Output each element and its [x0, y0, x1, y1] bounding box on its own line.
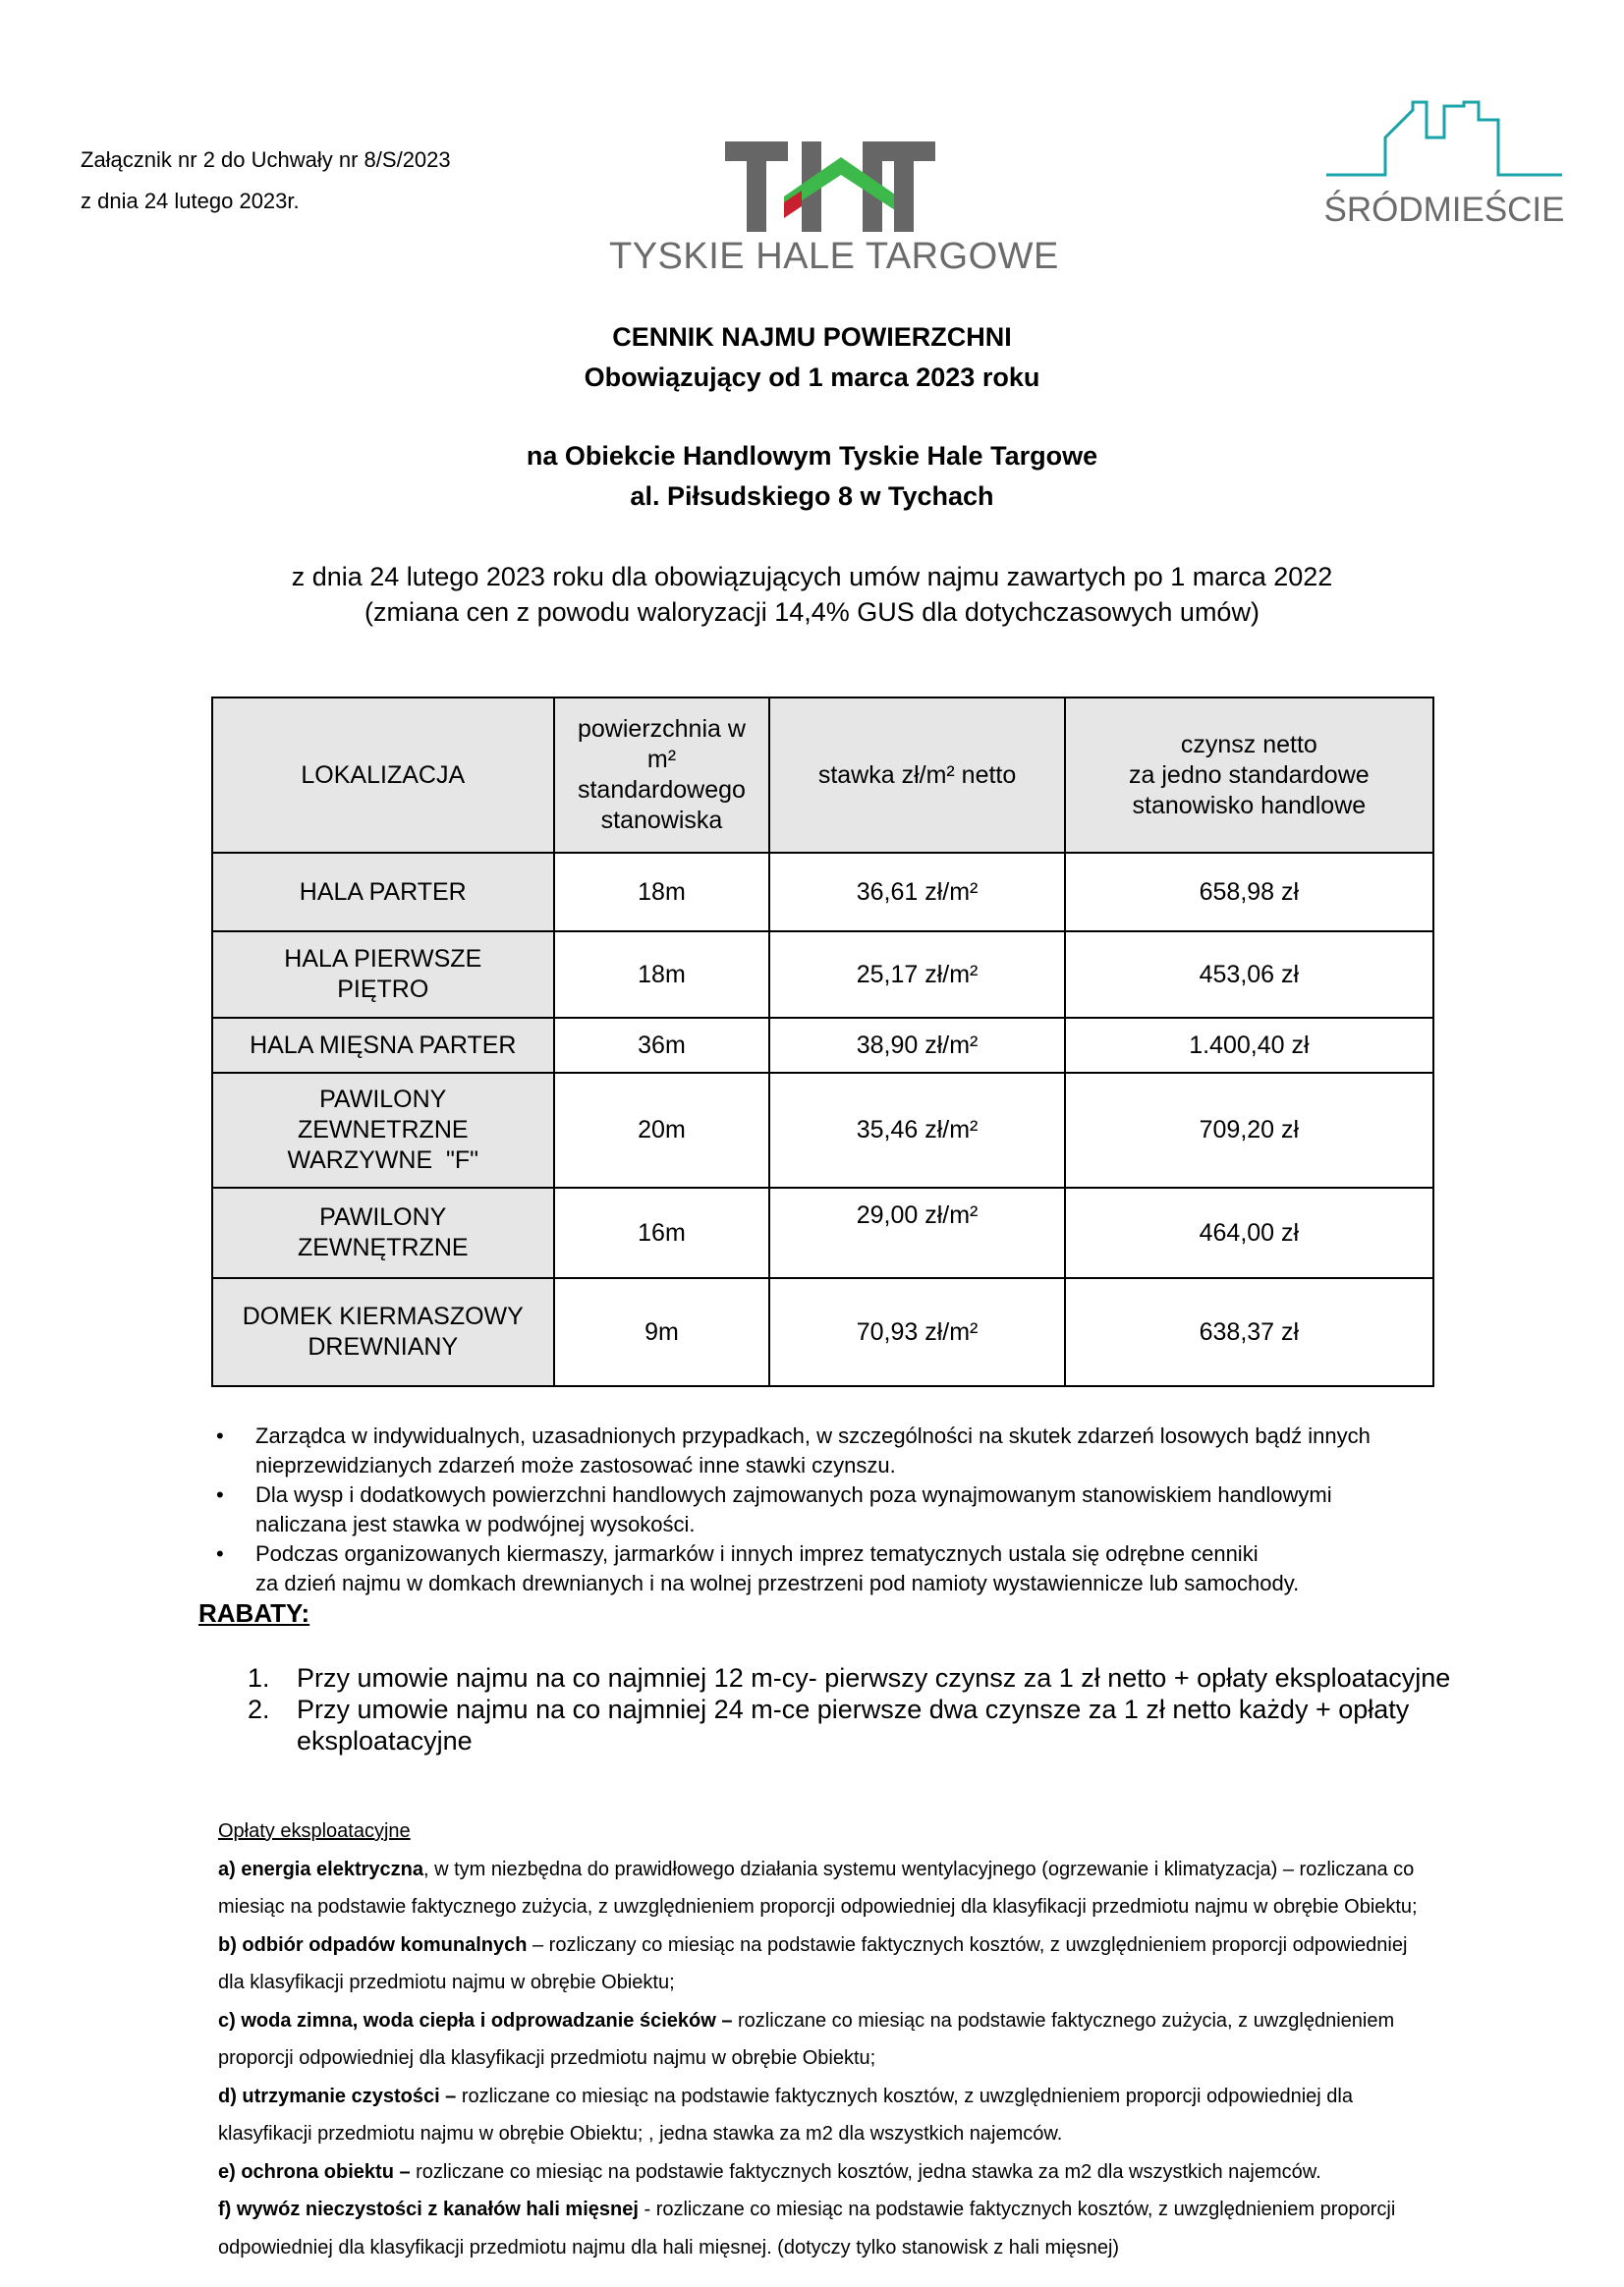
cell-rent: 658,98 zł — [1065, 853, 1433, 931]
cell-area: 20m — [554, 1073, 770, 1188]
table-row — [212, 1188, 1433, 1278]
title-object: na Obiekcie Handlowym Tyskie Hale Targowe — [526, 441, 1098, 471]
header-rent: czynsz netto za jedno standardowe stanowisko handlowe — [1065, 697, 1433, 853]
srodmiescie-logo — [1316, 98, 1572, 236]
cell-rate: 29,00 zł/m² — [769, 1188, 1064, 1278]
cell-area: 9m — [554, 1278, 770, 1386]
header-location: LOKALIZACJA — [212, 697, 554, 853]
cell-area: 18m — [554, 853, 770, 931]
fee-item: a) energia elektryczna, w tym niezbędna do prawidłowego działania systemu wentylacyjnego (ogrzewanie i klimatyzacja) – rozliczana co miesiąc na podstawie faktycznego zużycia, z uwzględnieniem proporcji odpowiedniej dla klasyfikacji przedmiotu najmu w obrębie Obiektu; — [218, 1858, 1418, 1918]
cell-rate: 36,61 zł/m² — [769, 853, 1064, 931]
header-area: powierzchnia w m² standardowego stanowiska — [554, 697, 770, 853]
fee-item: c) woda zimna, woda ciepła i odprowadzanie ścieków – rozliczane co miesiąc na podstawie faktycznego zużycia, z uwzględnieniem proporcji odpowiedniej dla klasyfikacji przedmiotu najmu w obrębie Obiektu; — [218, 2009, 1395, 2069]
cell-location: DOMEK KIERMASZOWY DREWNIANY — [212, 1278, 554, 1386]
header-rate: stawka zł/m² netto — [769, 697, 1064, 853]
fee-item: e) ochrona obiektu – rozliczane co miesiąc na podstawie faktycznych kosztów, jedna stawka za m2 dla wszystkich najemców. — [218, 2160, 1321, 2183]
tht-logo-name: TYSKIE HALE TARGOWE — [609, 236, 1059, 277]
fee-item: b) odbiór odpadów komunalnych – rozliczany co miesiąc na podstawie faktycznych kosztów, z uwzględnieniem proporcji odpowiedniej dla klasyfikacji przedmiotu najmu w obrębie Obiektu; — [218, 1933, 1408, 1993]
fee-item: f) wywóz nieczystości z kanałów hali mięsnej - rozliczane co miesiąc na podstawie faktycznych kosztów, z uwzględnieniem proporcji odpowiedniej dla klasyfikacji przedmiotu najmu dla hali mięsnej. (dotyczy tylko stanowisk z hali mięsnej) — [218, 2199, 1396, 2259]
cell-location: PAWILONY ZEWNĘTRZNE — [212, 1188, 554, 1278]
cell-rate: 35,46 zł/m² — [769, 1073, 1064, 1188]
cell-area: 16m — [554, 1188, 770, 1278]
table-row — [212, 1018, 1433, 1073]
list-item: 1. Przy umowie najmu na co najmniej 12 m-cy- pierwszy czynsz za 1 zł netto + opłaty eksploatacyjne — [248, 1663, 1451, 1693]
fee-item: d) utrzymanie czystości – rozliczane co miesiąc na podstawie faktycznych kosztów, z uwzględnieniem proporcji odpowiedniej dla klasyfikacji przedmiotu najmu w obrębie Obiektu; , jedna stawka za m2 dla wszystkich najemców. — [218, 2085, 1353, 2145]
discounts-title: RABATY: — [198, 1598, 310, 1628]
list-number: 2. — [248, 1695, 270, 1724]
tht-logo-mark-icon — [725, 141, 935, 232]
title-valid-from: Obowiązujący od 1 marca 2023 roku — [584, 363, 1040, 392]
subtitle-date: z dnia 24 lutego 2023 roku dla obowiązujących umów najmu zawartych po 1 marca 2022 — [291, 562, 1333, 591]
list-item: • Zarządca w indywidualnych, uzasadnionych przypadkach, w szczególności na skutek zdarzeń losowych bądź innych nieprzewidzianych zdarzeń może zastosować inne stawki czynszu. — [216, 1422, 1562, 1480]
cell-rate: 70,93 zł/m² — [769, 1278, 1064, 1386]
table-row — [212, 931, 1433, 1018]
city-skyline-icon — [1316, 98, 1572, 187]
table-row — [212, 853, 1433, 931]
annex-line-2: z dnia 24 lutego 2023r. — [81, 189, 300, 213]
cell-location: HALA MIĘSNA PARTER — [212, 1018, 554, 1073]
cell-rate: 38,90 zł/m² — [769, 1018, 1064, 1073]
cell-area: 18m — [554, 931, 770, 1018]
cell-rent: 464,00 zł — [1065, 1188, 1433, 1278]
table-row — [212, 1278, 1433, 1386]
title-address: al. Piłsudskiego 8 w Tychach — [630, 481, 994, 511]
srodmiescie-logo-name: ŚRÓDMIEŚCIE — [1323, 191, 1565, 229]
list-item: • Dla wysp i dodatkowych powierzchni handlowych zajmowanych poza wynajmowanym stanowiskiem handlowymi naliczana jest stawka w podwójnej wysokości. — [216, 1480, 1562, 1539]
cell-area: 36m — [554, 1018, 770, 1073]
table-row — [212, 1073, 1433, 1188]
price-table — [211, 697, 1434, 1387]
annex-header — [81, 139, 451, 222]
notes-list — [216, 1422, 1562, 1598]
discounts-list — [246, 1662, 1572, 1757]
cell-location: HALA PIERWSZE PIĘTRO — [212, 931, 554, 1018]
subtitle-indexation: (zmiana cen z powodu waloryzacji 14,4% GUS dla dotychczasowych umów) — [364, 597, 1260, 627]
cell-rate: 25,17 zł/m² — [769, 931, 1064, 1018]
fees-title: Opłaty eksploatacyjne — [218, 1820, 411, 1842]
cell-rent: 709,20 zł — [1065, 1073, 1433, 1188]
cell-rent: 638,37 zł — [1065, 1278, 1433, 1386]
table-header-row — [212, 697, 1433, 853]
operating-fees — [218, 1813, 1574, 2266]
list-item: • Podczas organizowanych kiermaszy, jarmarków i innych imprez tematycznych ustala się odrębne cenniki za dzień najmu w domkach drewnianych i na wolnej przestrzeni pod namioty wystawiennicze lub samochody. — [216, 1539, 1562, 1598]
cell-location: PAWILONY ZEWNETRZNE WARZYWNE "F" — [212, 1073, 554, 1188]
title-price-list: CENNIK NAJMU POWIERZCHNI — [612, 322, 1012, 352]
list-number: 1. — [248, 1663, 270, 1693]
cell-location: HALA PARTER — [212, 853, 554, 931]
tht-logo — [609, 138, 1059, 285]
annex-line-1: Załącznik nr 2 do Uchwały nr 8/S/2023 — [81, 147, 451, 172]
cell-rent: 453,06 zł — [1065, 931, 1433, 1018]
cell-rent: 1.400,40 zł — [1065, 1018, 1433, 1073]
list-item: 2. Przy umowie najmu na co najmniej 24 m-ce pierwsze dwa czynsze za 1 zł netto każdy + opłaty eksploatacyjne — [248, 1695, 1410, 1756]
